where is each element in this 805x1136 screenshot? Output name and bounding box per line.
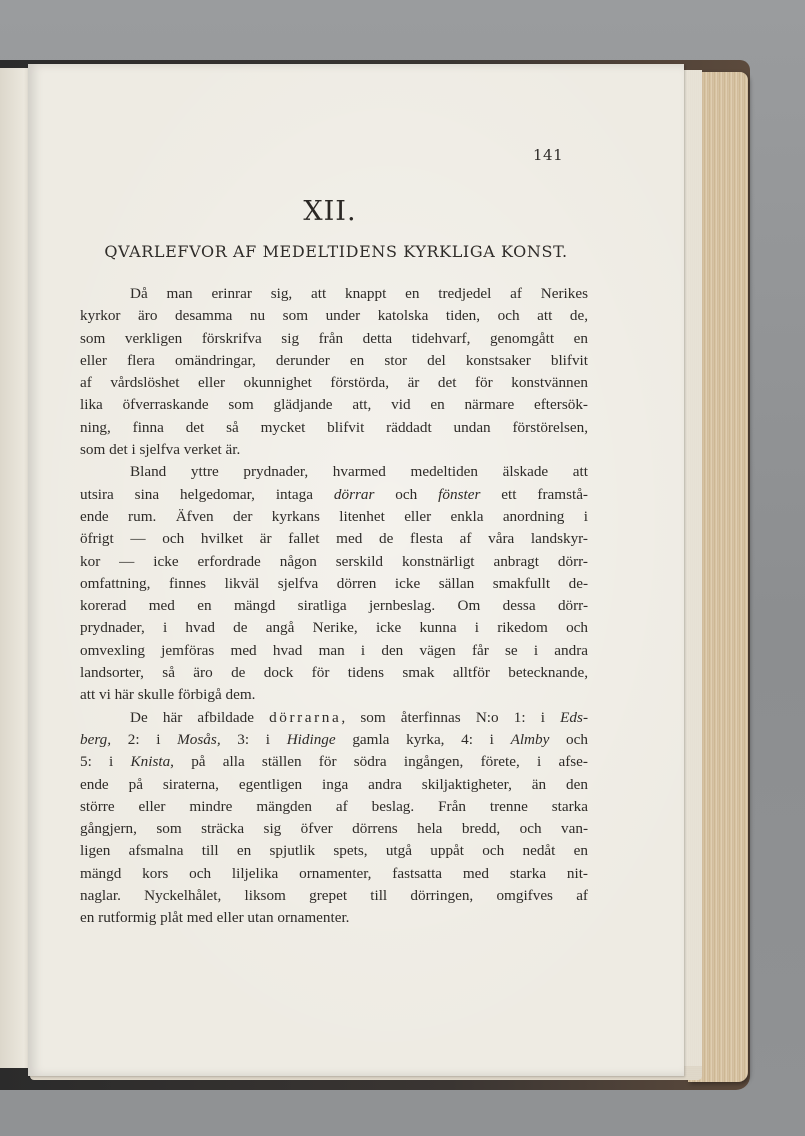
text-line: berg, 2: i Mosås, 3: i Hidinge gamla kyrka, 4: i Almby och xyxy=(80,730,588,748)
text-line: omfattning, finnes likväl sjelfva dörren icke sällan smakfullt de- xyxy=(80,574,588,592)
text-line: kyrkor äro desamma nu som under katolska tiden, och att de, xyxy=(80,307,588,325)
page-number: 141 xyxy=(533,146,564,164)
text-line: ning, finna det så mycket blifvit räddadt undan förstörelsen, xyxy=(80,418,588,436)
italic-term: dörrar xyxy=(333,485,375,503)
text-line: utsira sina helgedomar, intaga dörrar och fönster ett framstå- xyxy=(80,485,588,503)
text-line: ende rum. Äfven der kyrkans litenhet eller enkla anordning i xyxy=(80,507,588,525)
text-line: Bland yttre prydnader, hvarmed medeltiden älskade att xyxy=(130,463,588,481)
italic-term: Knista xyxy=(130,753,171,771)
text-line: ende på siraterna, egentligen inga andra skiljaktigheter, än den xyxy=(80,775,588,793)
text-line: af vårdslöshet eller okunnighet förstörda, är det för konstvännen xyxy=(80,374,588,392)
section-title: QVARLEFVOR AF MEDELTIDENS KYRKLIGA KONST. xyxy=(104,242,568,261)
text-line: att vi här skulle förbigå dem. xyxy=(80,686,256,704)
italic-term: Hidinge xyxy=(286,730,336,748)
text-line: som det i sjelfva verket är. xyxy=(80,441,241,459)
italic-term: fönster xyxy=(438,485,481,503)
spaced-term: dörrarna xyxy=(269,708,342,726)
text-line: prydnader, i hvad de angå Nerike, icke kunna i rikedom och xyxy=(80,619,588,637)
text-line: gångjern, som sträcka sig öfver dörrens hela bredd, och van- xyxy=(80,820,588,838)
text-line: De här afbildade dörrarna, som återfinnas N:o 1: i Eds- xyxy=(130,708,588,726)
text-line: större eller mindre mängden af beslag. Från trenne starka xyxy=(80,797,588,815)
italic-term: Almby xyxy=(510,730,550,748)
text-line: 5: i Knista, på alla ställen för södra ingången, förete, i afse- xyxy=(80,753,588,771)
italic-term: Mosås, xyxy=(177,730,221,748)
italic-term: Eds- xyxy=(560,708,588,726)
text-line: öfrigt — och hvilket är fallet med de flesta af våra landskyr- xyxy=(80,530,588,548)
text-line: lika öfverraskande som glädjande att, vid en närmare eftersök- xyxy=(80,396,588,414)
text-line: ligen afsmalna till en spjutlik spets, utgå uppåt och nedåt en xyxy=(80,842,588,860)
text-line: landsorter, så äro de dock för tidens smak alltför betecknande, xyxy=(80,664,588,682)
text-line: korerad med en mängd siratliga jernbeslag. Om dessa dörr- xyxy=(80,597,588,615)
text-line: naglar. Nyckelhålet, liksom grepet till dörringen, omgifves af xyxy=(80,887,588,905)
text-line: kor — icke erfordrade någon serskild konstnärligt anbragt dörr- xyxy=(80,552,588,570)
text-line: eller flera omändringar, derunder en stor del konstsaker blifvit xyxy=(80,351,588,369)
chapter-number: XII. xyxy=(303,196,357,227)
text-line: omvexling jemföras med hvad man i den vägen får se i andra xyxy=(80,641,588,659)
text-line: som verkligen förskrifva sig från detta tidehvarf, genomgått en xyxy=(80,329,588,347)
italic-term: berg, xyxy=(80,730,112,748)
text-line: Då man erinrar sig, att knappt en tredjedel af Nerikes xyxy=(130,285,588,302)
text-line: en rutformig plåt med eller utan ornamenter. xyxy=(80,909,350,927)
body-text xyxy=(80,283,588,930)
text-line: mängd kors och liljelika ornamenter, fastsatta med starka nit- xyxy=(80,864,588,882)
